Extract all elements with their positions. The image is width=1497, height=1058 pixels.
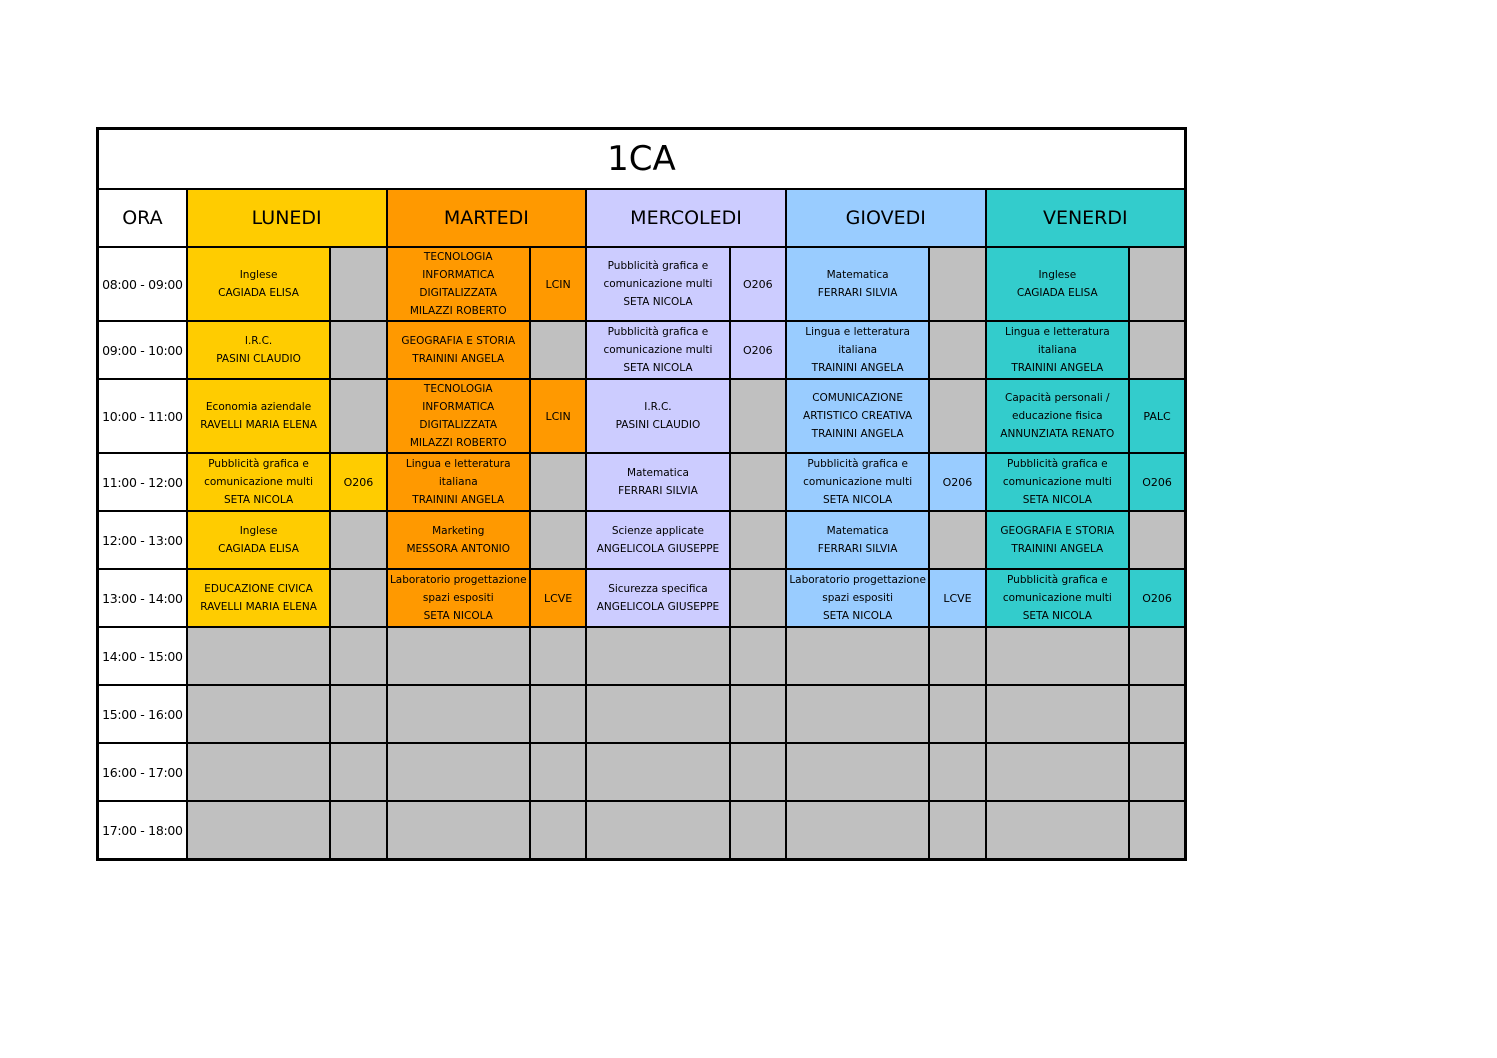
subject-line: DIGITALIZZATA — [419, 419, 498, 431]
teacher-name: ANGELICOLA GIUSEPPE — [596, 601, 720, 613]
day-header-giovedi: GIOVEDI — [786, 189, 986, 247]
teacher-name: PASINI CLAUDIO — [216, 353, 301, 365]
subject-line: italiana — [438, 476, 478, 488]
empty-lesson-cell — [187, 743, 331, 801]
lesson-cell — [387, 453, 531, 511]
teacher-name: PASINI CLAUDIO — [615, 419, 701, 431]
subject-line: Lingua e letteratura — [405, 458, 511, 470]
empty-room-cell — [730, 569, 786, 627]
room-cell: O206 — [929, 453, 985, 511]
empty-room-cell — [929, 321, 985, 379]
subject-line: comunicazione multi — [1002, 476, 1112, 488]
teacher-name: ANNUNZIATA RENATO — [1000, 428, 1115, 440]
lesson-cell — [187, 247, 331, 321]
subject-line: Capacità personali / — [1005, 392, 1110, 404]
lesson-cell — [187, 511, 331, 569]
empty-room-cell — [730, 801, 786, 860]
lesson-cell — [986, 321, 1130, 379]
subject-line: comunicazione multi — [603, 344, 713, 356]
room-cell: O206 — [1129, 569, 1185, 627]
class-title: 1CA — [98, 129, 1186, 190]
lesson-cell — [586, 321, 730, 379]
empty-lesson-cell — [786, 685, 930, 743]
teacher-name: FERRARI SILVIA — [817, 543, 898, 555]
lesson-cell — [786, 569, 930, 627]
subject-line: comunicazione multi — [1002, 592, 1112, 604]
empty-lesson-cell — [586, 685, 730, 743]
teacher-name: SETA NICOLA — [1022, 494, 1092, 506]
empty-room-cell — [330, 685, 386, 743]
timetable-row — [98, 247, 1186, 321]
timetable — [96, 127, 1187, 861]
empty-room-cell — [1129, 247, 1185, 321]
subject-line: Pubblicità grafica e — [208, 458, 309, 470]
lesson-cell — [387, 569, 531, 627]
subject-line: comunicazione multi — [803, 476, 913, 488]
subject-line: Laboratorio progettazione — [789, 574, 926, 586]
empty-room-cell — [1129, 321, 1185, 379]
room-cell: PALC — [1129, 379, 1185, 453]
time-slot: 17:00 - 18:00 — [98, 801, 187, 860]
teacher-name: ANGELICOLA GIUSEPPE — [596, 543, 720, 555]
room-cell: LCVE — [530, 569, 586, 627]
subject-line: Matematica — [826, 525, 889, 537]
empty-room-cell — [929, 743, 985, 801]
lesson-cell — [786, 247, 930, 321]
empty-room-cell — [530, 743, 586, 801]
empty-room-cell — [730, 685, 786, 743]
subject-line: I.R.C. — [644, 401, 672, 413]
teacher-name: CAGIADA ELISA — [218, 543, 299, 555]
timetable-body — [98, 247, 1186, 860]
teacher-name: FERRARI SILVIA — [817, 287, 898, 299]
lesson-cell — [786, 379, 930, 453]
time-slot: 14:00 - 15:00 — [98, 627, 187, 685]
lesson-cell — [586, 453, 730, 511]
empty-lesson-cell — [786, 743, 930, 801]
empty-room-cell — [330, 627, 386, 685]
teacher-name: CAGIADA ELISA — [1016, 287, 1098, 299]
timetable-row — [98, 569, 1186, 627]
subject-line: italiana — [1037, 344, 1077, 356]
subject-line: GEOGRAFIA E STORIA — [401, 335, 516, 347]
timetable-row — [98, 453, 1186, 511]
empty-room-cell — [730, 379, 786, 453]
subject-line: Inglese — [239, 525, 278, 537]
empty-room-cell — [1129, 627, 1185, 685]
empty-lesson-cell — [786, 627, 930, 685]
empty-room-cell — [929, 379, 985, 453]
teacher-name: SETA NICOLA — [823, 494, 893, 506]
empty-lesson-cell — [786, 801, 930, 860]
ora-header: ORA — [98, 189, 187, 247]
empty-lesson-cell — [187, 627, 331, 685]
subject-line: I.R.C. — [244, 335, 273, 347]
timetable-row — [98, 627, 1186, 685]
time-slot: 16:00 - 17:00 — [98, 743, 187, 801]
subject-line: Sicurezza specifica — [608, 583, 708, 595]
empty-room-cell — [530, 321, 586, 379]
subject-line: TECNOLOGIA — [423, 251, 493, 263]
empty-room-cell — [1129, 743, 1185, 801]
subject-line: educazione fisica — [1012, 410, 1103, 422]
lesson-cell — [986, 379, 1130, 453]
subject-line: italiana — [838, 344, 878, 356]
teacher-name: FERRARI SILVIA — [618, 485, 698, 497]
empty-lesson-cell — [586, 627, 730, 685]
day-header-venerdi: VENERDI — [986, 189, 1186, 247]
empty-room-cell — [330, 321, 386, 379]
empty-room-cell — [929, 685, 985, 743]
subject-line: GEOGRAFIA E STORIA — [1000, 525, 1115, 537]
time-slot: 11:00 - 12:00 — [98, 453, 187, 511]
subject-line: Lingua e letteratura — [1004, 326, 1110, 338]
time-slot: 15:00 - 16:00 — [98, 685, 187, 743]
timetable-row — [98, 801, 1186, 860]
subject-line: Inglese — [1038, 269, 1077, 281]
empty-lesson-cell — [387, 801, 531, 860]
room-cell: O206 — [1129, 453, 1185, 511]
teacher-name: MILAZZI ROBERTO — [409, 437, 507, 449]
empty-room-cell — [530, 685, 586, 743]
empty-room-cell — [330, 743, 386, 801]
teacher-name: MILAZZI ROBERTO — [409, 305, 507, 317]
subject-line: Economia aziendale — [205, 401, 312, 413]
teacher-name: SETA NICOLA — [223, 494, 294, 506]
empty-room-cell — [330, 247, 386, 321]
empty-room-cell — [929, 247, 985, 321]
subject-line: comunicazione multi — [204, 476, 314, 488]
empty-room-cell — [530, 511, 586, 569]
timetable-row — [98, 685, 1186, 743]
lesson-cell — [786, 511, 930, 569]
empty-room-cell — [929, 627, 985, 685]
empty-lesson-cell — [986, 627, 1130, 685]
teacher-name: SETA NICOLA — [623, 362, 693, 374]
room-cell: LCIN — [530, 247, 586, 321]
timetable-row — [98, 321, 1186, 379]
empty-lesson-cell — [986, 685, 1130, 743]
empty-room-cell — [530, 627, 586, 685]
subject-line: Pubblicità grafica e — [607, 260, 709, 272]
empty-lesson-cell — [986, 801, 1130, 860]
empty-lesson-cell — [387, 743, 531, 801]
teacher-name: TRAININI ANGELA — [811, 362, 904, 374]
empty-room-cell — [730, 453, 786, 511]
subject-line: Pubblicità grafica e — [1007, 574, 1108, 586]
empty-room-cell — [1129, 685, 1185, 743]
empty-room-cell — [730, 627, 786, 685]
empty-room-cell — [730, 743, 786, 801]
timetable-row — [98, 511, 1186, 569]
lesson-cell — [387, 247, 531, 321]
lesson-cell — [986, 569, 1130, 627]
subject-line: Marketing — [432, 525, 485, 537]
timetable-row — [98, 379, 1186, 453]
teacher-name: SETA NICOLA — [423, 610, 493, 622]
subject-line: Matematica — [626, 467, 689, 479]
timetable-row — [98, 743, 1186, 801]
lesson-cell — [586, 379, 730, 453]
empty-room-cell — [530, 801, 586, 860]
empty-room-cell — [530, 453, 586, 511]
subject-line: TECNOLOGIA — [423, 383, 493, 395]
empty-room-cell — [330, 801, 386, 860]
room-cell: O206 — [730, 247, 786, 321]
subject-line: INFORMATICA — [422, 269, 495, 281]
room-cell: LCVE — [929, 569, 985, 627]
teacher-name: TRAININI ANGELA — [1011, 543, 1104, 555]
subject-line: Inglese — [239, 269, 278, 281]
lesson-cell — [187, 321, 331, 379]
empty-lesson-cell — [586, 743, 730, 801]
empty-lesson-cell — [387, 685, 531, 743]
day-header-lunedi: LUNEDI — [187, 189, 387, 247]
empty-lesson-cell — [187, 685, 331, 743]
teacher-name: RAVELLI MARIA ELENA — [200, 601, 317, 613]
teacher-name: TRAININI ANGELA — [811, 428, 904, 440]
empty-room-cell — [929, 511, 985, 569]
lesson-cell — [786, 453, 930, 511]
subject-line: Scienze applicate — [611, 525, 705, 537]
subject-line: comunicazione multi — [603, 278, 713, 290]
room-cell: LCIN — [530, 379, 586, 453]
time-slot: 10:00 - 11:00 — [98, 379, 187, 453]
subject-line: EDUCAZIONE CIVICA — [204, 583, 313, 595]
lesson-cell — [187, 569, 331, 627]
lesson-cell — [986, 453, 1130, 511]
empty-room-cell — [730, 511, 786, 569]
lesson-cell — [986, 247, 1130, 321]
subject-line: spazi espositi — [822, 592, 894, 604]
subject-line: COMUNICAZIONE — [812, 392, 904, 404]
day-header-mercoledi: MERCOLEDI — [586, 189, 786, 247]
subject-line: Lingua e letteratura — [805, 326, 910, 338]
teacher-name: SETA NICOLA — [623, 296, 693, 308]
lesson-cell — [387, 379, 531, 453]
subject-line: INFORMATICA — [422, 401, 495, 413]
empty-room-cell — [330, 511, 386, 569]
lesson-cell — [986, 511, 1130, 569]
lesson-cell — [187, 379, 331, 453]
lesson-cell — [586, 511, 730, 569]
subject-line: spazi espositi — [422, 592, 494, 604]
empty-lesson-cell — [586, 801, 730, 860]
subject-line: ARTISTICO CREATIVA — [803, 410, 913, 422]
empty-lesson-cell — [187, 801, 331, 860]
empty-lesson-cell — [387, 627, 531, 685]
subject-line: Matematica — [826, 269, 889, 281]
empty-lesson-cell — [986, 743, 1130, 801]
subject-line: Laboratorio progettazione — [389, 574, 527, 586]
empty-room-cell — [1129, 511, 1185, 569]
teacher-name: SETA NICOLA — [1022, 610, 1092, 622]
teacher-name: MESSORA ANTONIO — [406, 543, 511, 555]
teacher-name: CAGIADA ELISA — [218, 287, 299, 299]
room-cell: O206 — [330, 453, 386, 511]
lesson-cell — [586, 569, 730, 627]
time-slot: 13:00 - 14:00 — [98, 569, 187, 627]
room-cell: O206 — [730, 321, 786, 379]
empty-room-cell — [929, 801, 985, 860]
subject-line: Pubblicità grafica e — [1007, 458, 1108, 470]
empty-room-cell — [330, 379, 386, 453]
teacher-name: TRAININI ANGELA — [412, 353, 505, 365]
time-slot: 09:00 - 10:00 — [98, 321, 187, 379]
day-header-martedi: MARTEDI — [387, 189, 587, 247]
lesson-cell — [387, 321, 531, 379]
teacher-name: TRAININI ANGELA — [1011, 362, 1104, 374]
lesson-cell — [187, 453, 331, 511]
empty-room-cell — [1129, 801, 1185, 860]
teacher-name: SETA NICOLA — [823, 610, 893, 622]
time-slot: 12:00 - 13:00 — [98, 511, 187, 569]
subject-line: DIGITALIZZATA — [419, 287, 498, 299]
lesson-cell — [387, 511, 531, 569]
empty-room-cell — [330, 569, 386, 627]
lesson-cell — [586, 247, 730, 321]
subject-line: Pubblicità grafica e — [807, 458, 908, 470]
lesson-cell — [786, 321, 930, 379]
subject-line: Pubblicità grafica e — [607, 326, 709, 338]
time-slot: 08:00 - 09:00 — [98, 247, 187, 321]
teacher-name: TRAININI ANGELA — [412, 494, 505, 506]
teacher-name: RAVELLI MARIA ELENA — [200, 419, 317, 431]
